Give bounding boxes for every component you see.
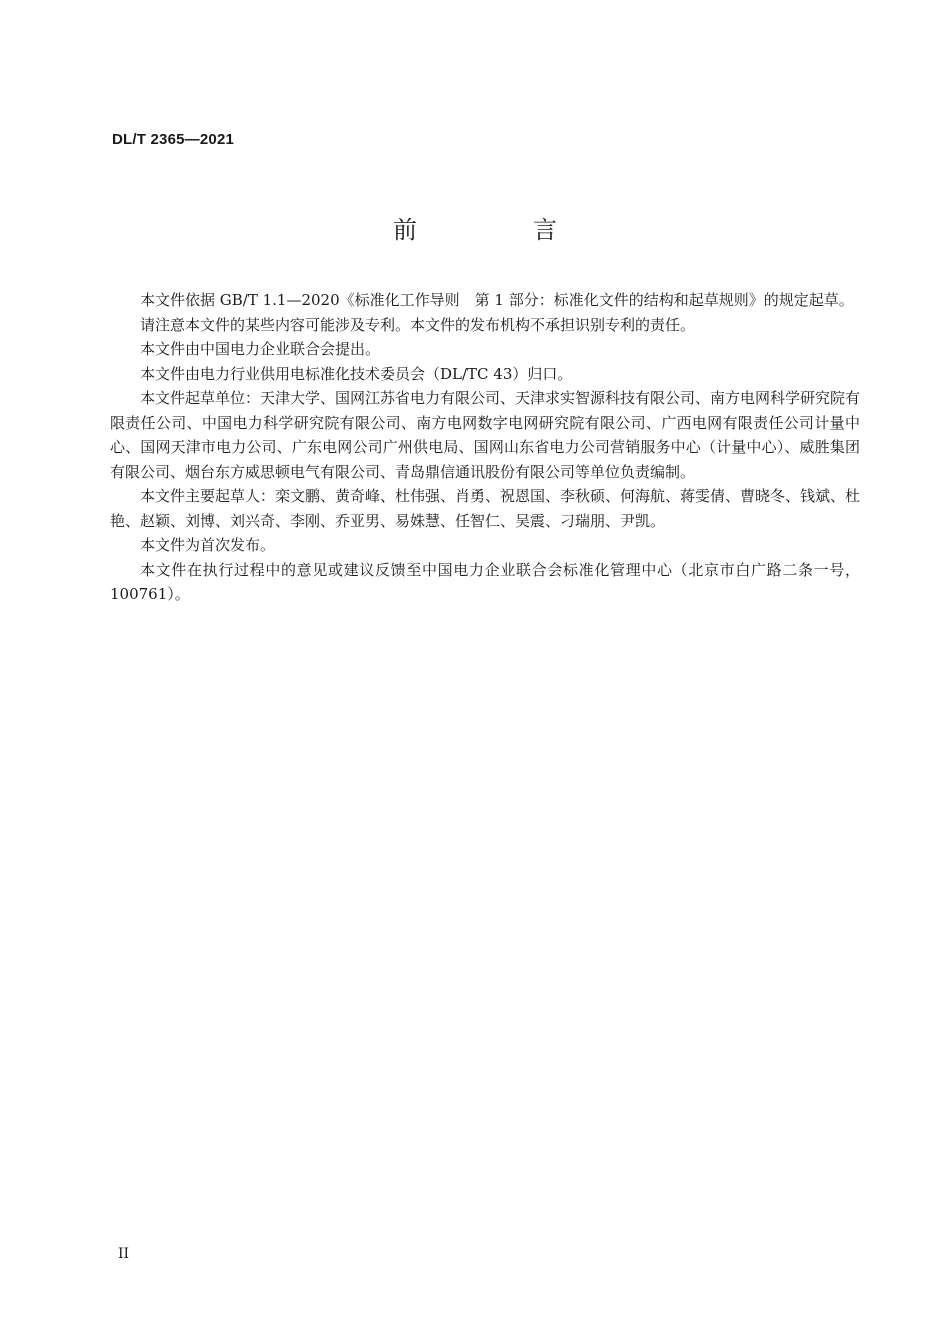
section-title: 前 言 [393,216,603,244]
paragraph-drafters: 本文件主要起草人：栾文鹏、黄奇峰、杜伟强、肖勇、祝恩国、李秋硕、何海航、蒋雯倩、曹晓冬、钱斌、杜艳、赵颖、刘博、刘兴奇、李刚、乔亚男、易姝慧、任智仁、吴震、刁瑞朋、尹凯。 [110,487,861,530]
paragraph-proposer: 本文件由中国电力企业联合会提出。 [140,340,381,358]
paragraph-first-release: 本文件为首次发布。 [140,536,276,554]
page-number: II [118,1246,130,1262]
paragraph-patent-notice: 请注意本文件的某些内容可能涉及专利。本文件的发布机构不承担识别专利的责任。 [140,315,696,334]
paragraph-committee: 本文件由电力行业供用电标准化技术委员会（DL/TC 43）归口。 [140,364,573,383]
paragraph-feedback: 本文件在执行过程中的意见或建议反馈至中国电力企业联合会标准化管理中心（北京市白广路二条一号，100761）。 [110,560,860,603]
document-id: DL/T 2365—2021 [112,131,235,148]
paragraph-drafting-units: 本文件起草单位：天津大学、国网江苏省电力有限公司、天津求实智源科技有限公司、南方电网科学研究院有限责任公司、中国电力科学研究院有限公司、南方电网数字电网研究院有限公司、广西电网有限责任公司计量中心、国网天津市电力公司、广东电网公司广州供电局、国网山东省电力公司营销服务中心（计量中心）、威胜集团有限公司、烟台东方威思顿电气有限公司、青岛鼎信通讯股份有限公司等单位负责编制。 [110,389,861,481]
foreword-body [110,288,860,607]
paragraph-basis: 本文件依据 GB/T 1.1—2020《标准化工作导则 第 1 部分：标准化文件的结构和起草规则》的规定起草。 [140,291,854,309]
